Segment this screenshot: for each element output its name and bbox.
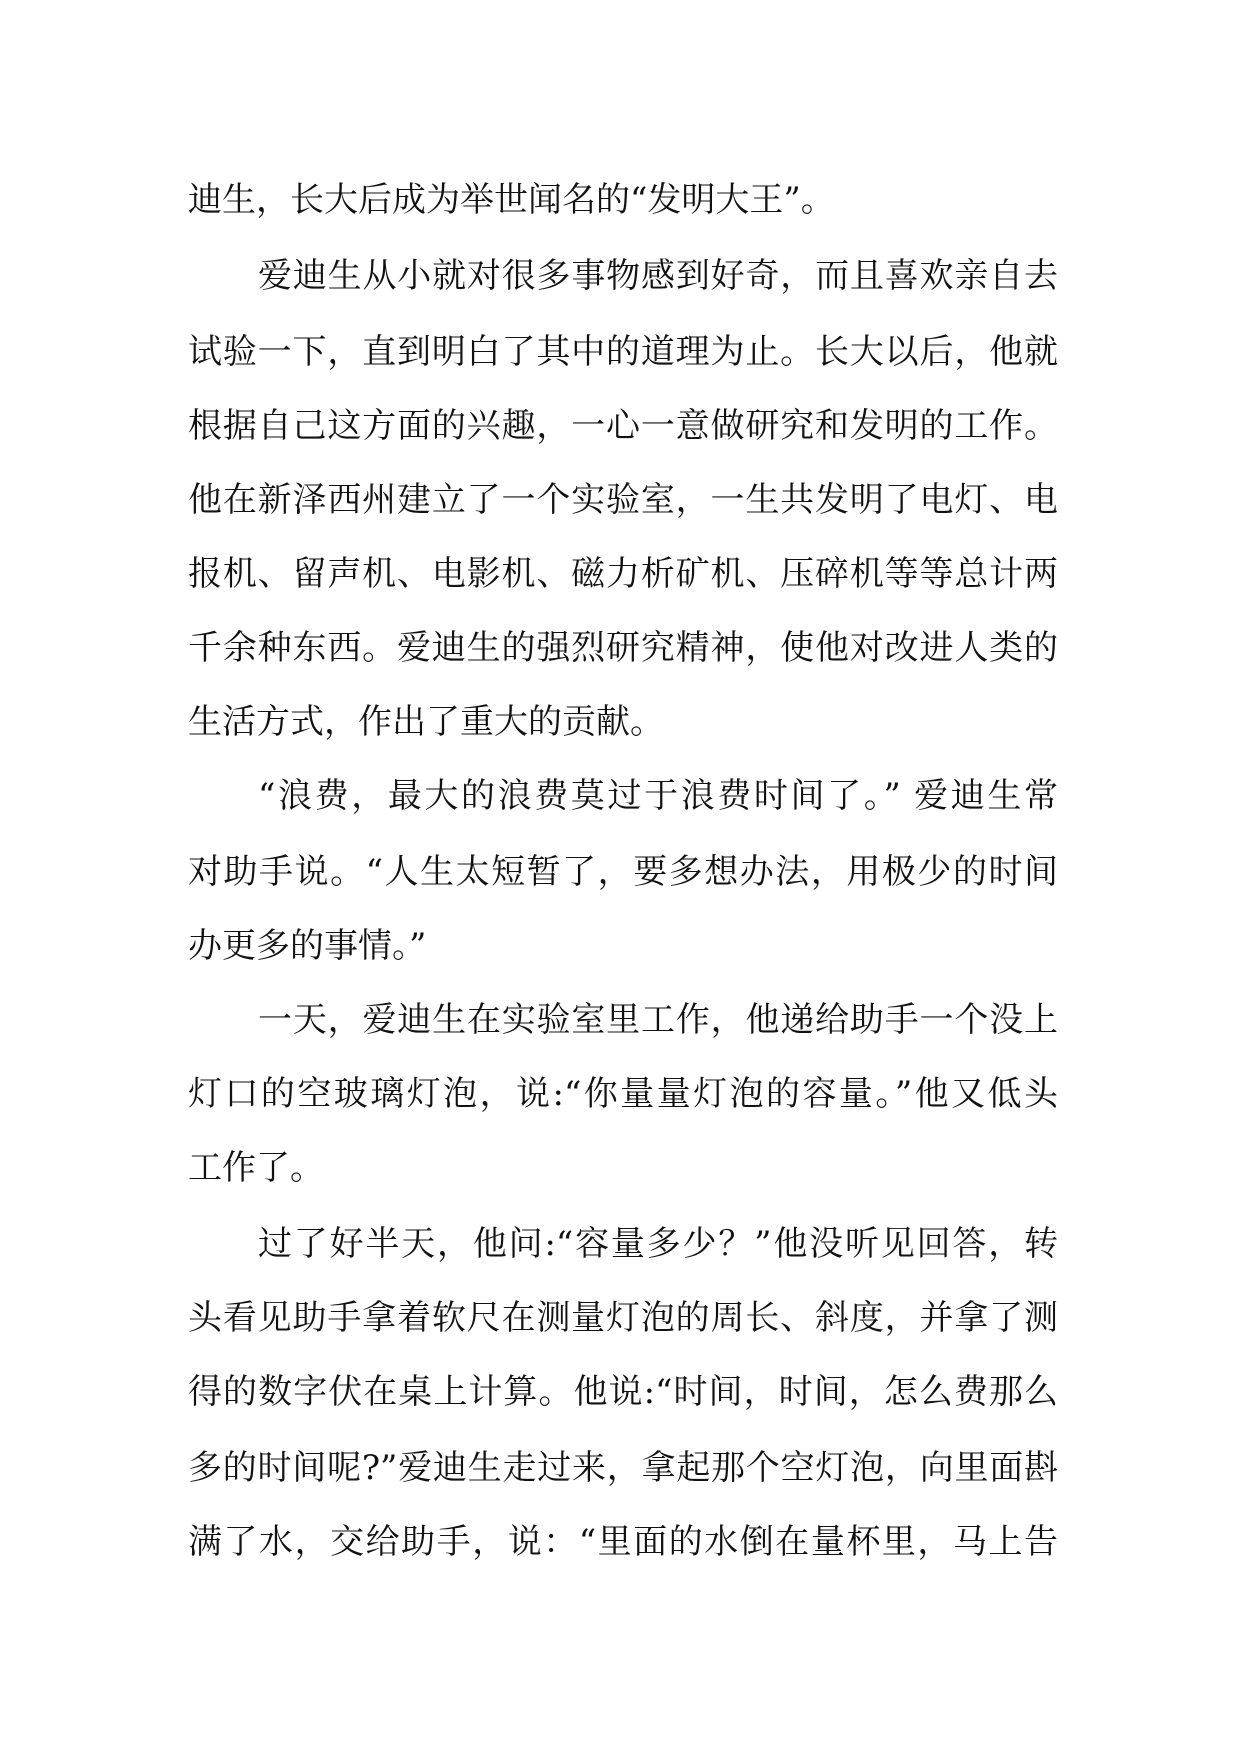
text-line: 根据自己这方面的兴趣，一心一意做研究和发明的工作。 [188,406,1058,446]
text-line: 头看见助手拿着软尺在测量灯泡的周长、斜度，并拿了测 [188,1298,1058,1338]
text-line: “浪费，最大的浪费莫过于浪费时间了。” 爱迪生常 [258,776,1058,816]
text-line: 多的时间呢?”爱迪生走过来，拿起那个空灯泡，向里面斟 [188,1448,1058,1488]
text-line: 对助手说。“人生太短暂了，要多想办法，用极少的时间 [188,852,1058,892]
text-line: 工作了。 [188,1148,324,1188]
text-line: 爱迪生从小就对很多事物感到好奇，而且喜欢亲自去 [258,256,1058,296]
text-line: 办更多的事情。” [188,926,427,966]
text-line: 过了好半天，他问:“容量多少？”他没听见回答，转 [258,1224,1058,1264]
text-line: 得的数字伏在桌上计算。他说:“时间，时间，怎么费那么 [188,1372,1058,1412]
text-line: 一天，爱迪生在实验室里工作，他递给助手一个没上 [258,1000,1058,1040]
text-line: 满了水，交给助手，说：“里面的水倒在量杯里，马上告 [188,1522,1058,1562]
text-line: 迪生，长大后成为举世闻名的“发明大王”。 [188,180,835,220]
text-line: 他在新泽西州建立了一个实验室，一生共发明了电灯、电 [188,480,1058,520]
text-line: 生活方式，作出了重大的贡献。 [188,702,664,742]
text-line: 千余种东西。爱迪生的强烈研究精神，使他对改进人类的 [188,628,1058,668]
text-line: 试验一下，直到明白了其中的道理为止。长大以后，他就 [188,332,1058,372]
text-line: 灯口的空玻璃灯泡，说:“你量量灯泡的容量。”他又低头 [188,1074,1058,1114]
text-line: 报机、留声机、电影机、磁力析矿机、压碎机等等总计两 [188,554,1058,594]
